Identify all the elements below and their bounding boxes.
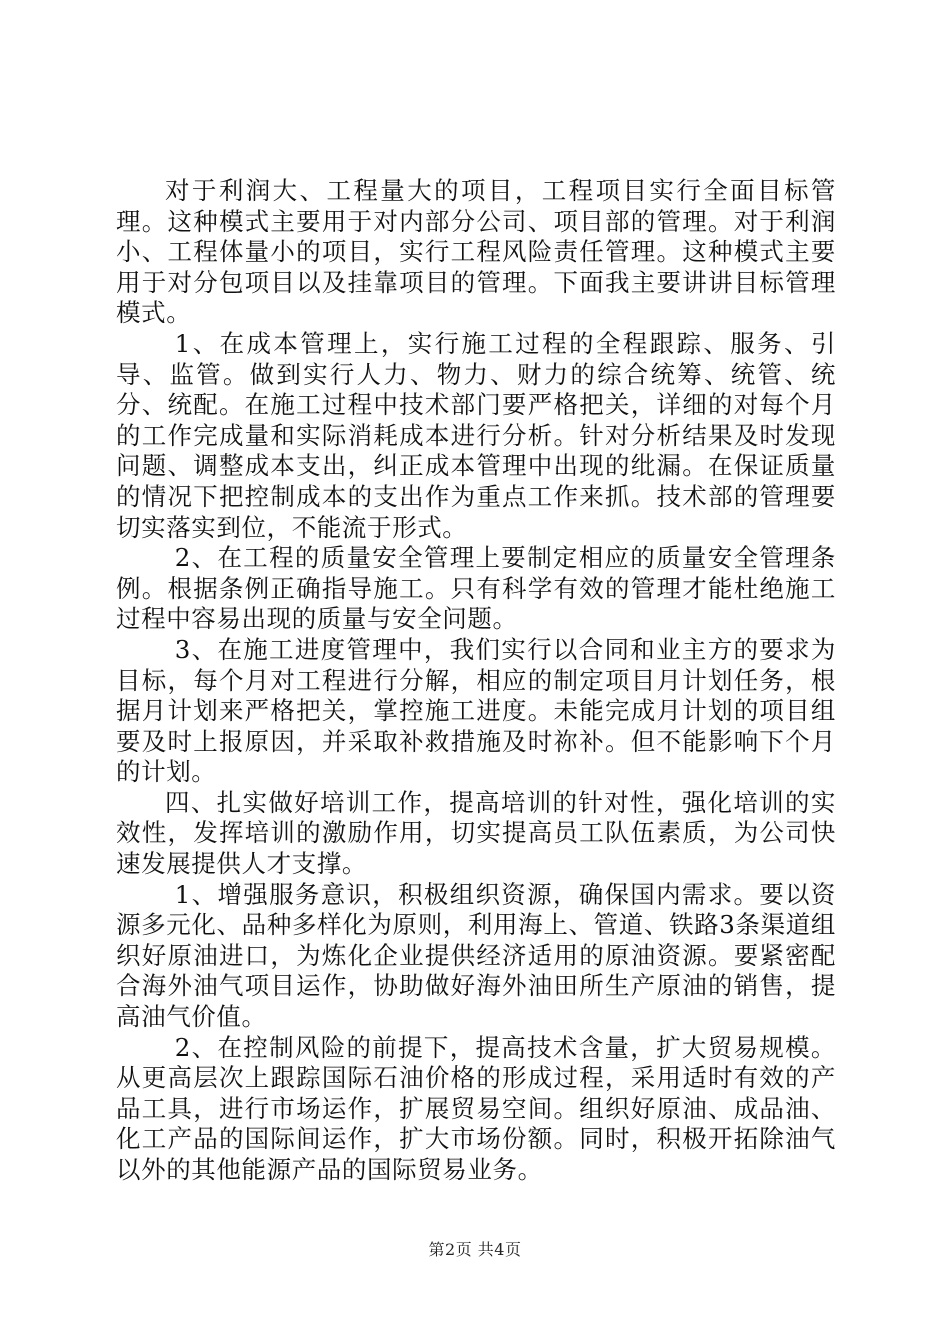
paragraph-service-awareness: 1、增强服务意识，积极组织资源，确保国内需求。要以资源多元化、品种多样化为原则，利用海上、管道、铁路3条渠道组织好原油进口，为炼化企业提供经济适用的原油资源。要紧密配合海外油气项目运作，协助做好海外油田所生产原油的销售，提高油气价值。 — [116, 879, 836, 1032]
paragraph-schedule-management: 3、在施工进度管理中，我们实行以合同和业主方的要求为目标，每个月对工程进行分解，相应的制定项目月计划任务，根据月计划来严格把关，掌控施工进度。未能完成月计划的项目组要及时上报原因，并采取补救措施及时祢补。但不能影响下个月的计划。 — [116, 634, 836, 787]
paragraph-training-heading: 四、扎实做好培训工作，提高培训的针对性，强化培训的实效性，发挥培训的激励作用，切实提高员工队伍素质，为公司快速发展提供人才支撑。 — [116, 787, 836, 879]
paragraph-risk-control: 2、在控制风险的前提下，提高技术含量，扩大贸易规模。从更高层次上跟踪国际石油价格的形成过程，采用适时有效的产品工具，进行市场运作，扩展贸易空间。组织好原油、成品油、化工产品的国际间运作，扩大市场份额。同时，积极开拓除油气以外的其他能源产品的国际贸易业务。 — [116, 1032, 836, 1184]
paragraph-quality-safety: 2、在工程的质量安全管理上要制定相应的质量安全管理条例。根据条例正确指导施工。只有科学有效的管理才能杜绝施工过程中容易出现的质量与安全问题。 — [116, 543, 836, 634]
page-number-footer: 第2页 共4页 — [428, 1240, 522, 1259]
paragraph-intro: 对于利润大、工程量大的项目，工程项目实行全面目标管理。这种模式主要用于对内部分公司、项目部的管理。对于利润小、工程体量小的项目，实行工程风险责任管理。这种模式主要用于对分包项目以及挂靠项目的管理。下面我主要讲讲目标管理模式。 — [116, 176, 836, 328]
paragraph-cost-management: 1、在成本管理上，实行施工过程的全程跟踪、服务、引导、监管。做到实行人力、物力、财力的综合统筹、统管、统分、统配。在施工过程中技术部门要严格把关，详细的对每个月的工作完成量和实际消耗成本进行分析。针对分析结果及时发现问题、调整成本支出，纠正成本管理中出现的纰漏。在保证质量的情况下把控制成本的支出作为重点工作来抓。技术部的管理要切实落实到位，不能流于形式。 — [116, 328, 836, 542]
document-body — [116, 176, 836, 1186]
